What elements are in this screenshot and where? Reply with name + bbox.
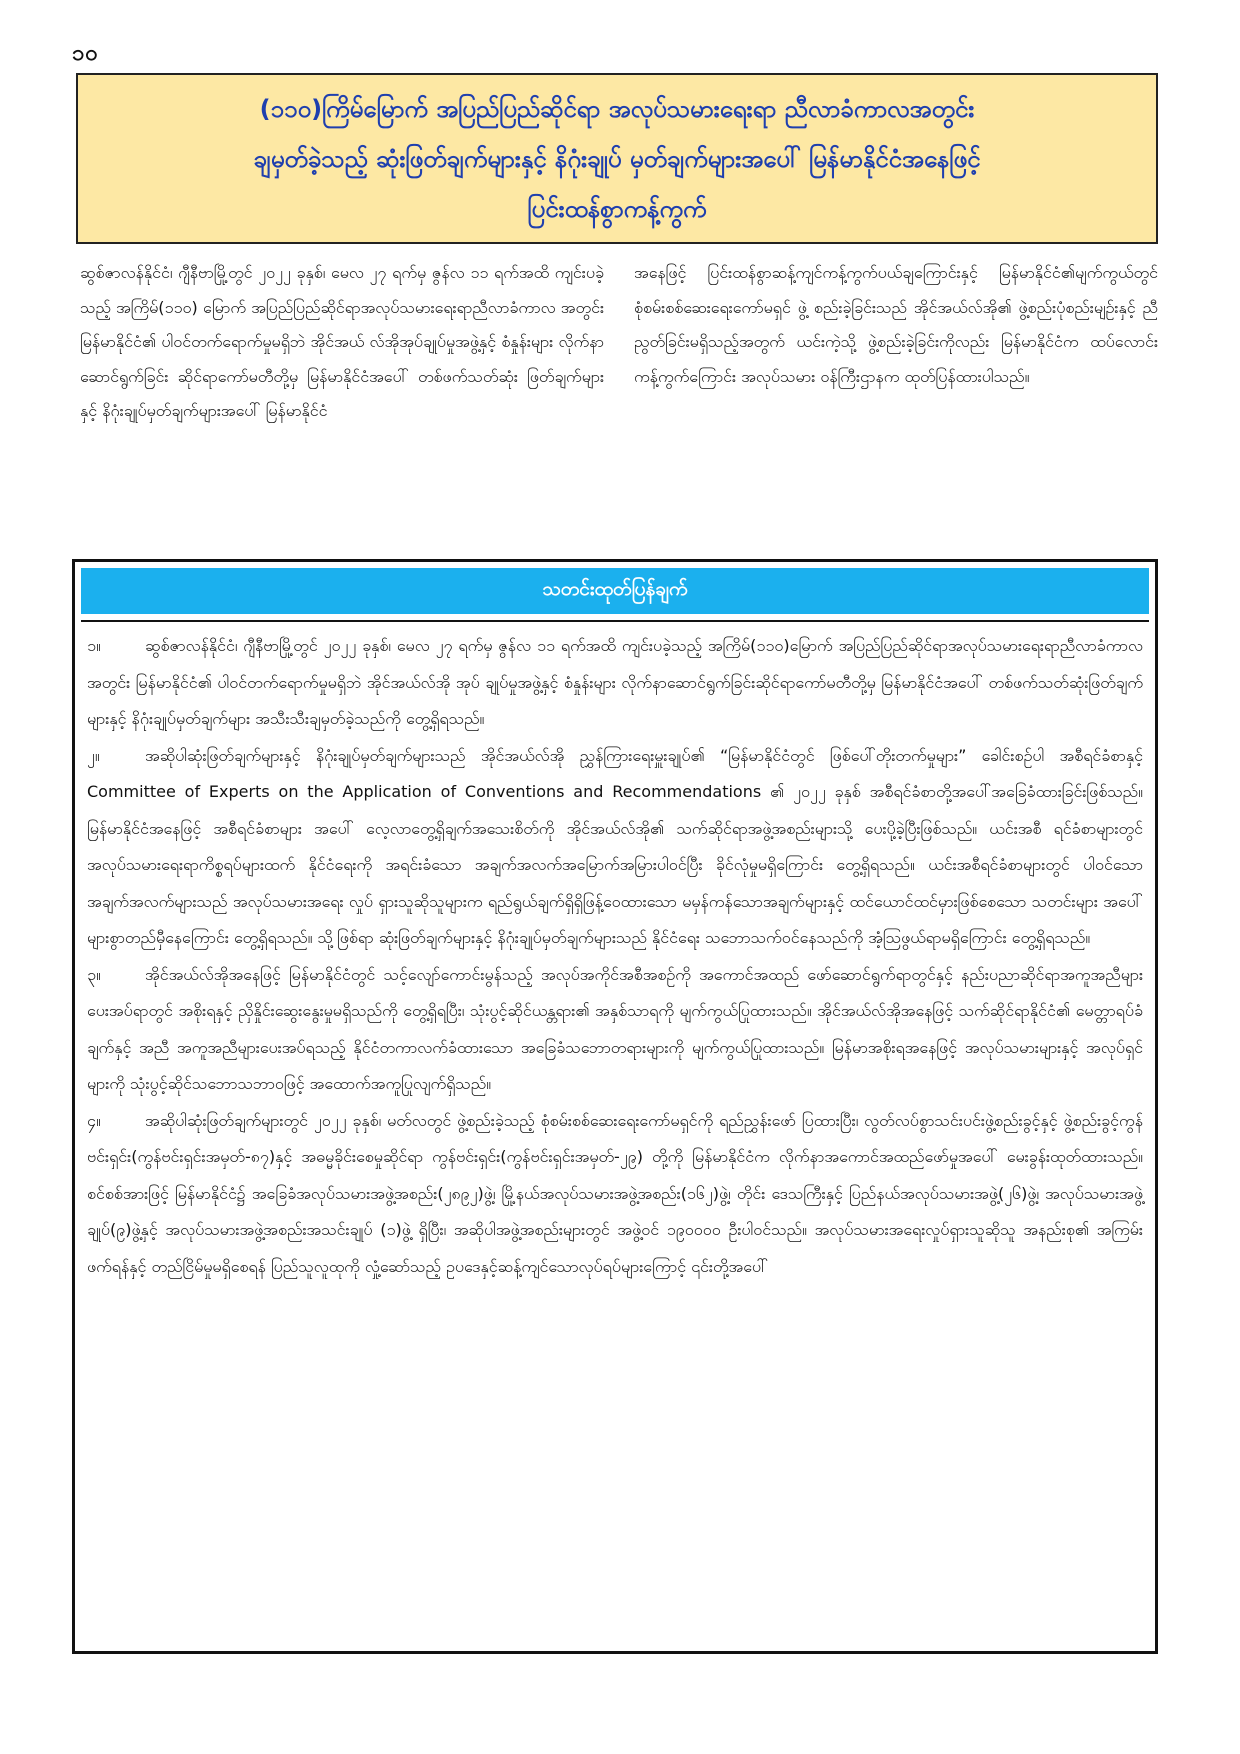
press-release-paragraph-1 [87, 628, 1143, 738]
paragraph-number: ၃။ [87, 964, 101, 984]
press-release-paragraph-4 [87, 1103, 1143, 1286]
paragraph-number: ၄။ [87, 1110, 101, 1130]
intro-right-column: အနေဖြင့် ပြင်းထန်စွာဆန့်ကျင်ကန့်ကွက်ပယ်ချကြောင်းနှင့် မြန်မာနိုင်ငံ၏မျက်ကွယ်တွင် စုံစမ်းစစ်ဆေးရေးကော်မရှင် ဖွဲ့ စည်းခဲ့ခြင်းသည် အိုင်အယ်လ်အို၏ ဖွဲ့စည်းပုံစည်းမျဉ်းနှင့် ညီ ညွတ်ခြင်းမရှိသည့်အတွက် ယင်းကဲ့သို့ ဖွဲ့စည်းခဲ့ခြင်းကိုလည်း မြန်မာနိုင်ငံက ထပ်လောင်းကန့်ကွက်ကြောင်း အလုပ်သမား ဝန်ကြီးဌာနက ထုတ်ပြန်ထားပါသည်။ [634, 263, 1158, 386]
title-line-3: ပြင်းထန်စွာကန့်ကွက် [527, 194, 707, 223]
press-release-paragraph-3 [87, 957, 1143, 1103]
press-release-box [72, 559, 1158, 1654]
title-line-1: (၁၁၀)ကြိမ်မြောက် အပြည်ပြည်ဆိုင်ရာ အလုပ်သမားရေးရာ ညီလာခံကာလအတွင်း [259, 94, 975, 123]
paragraph-number: ၂။ [87, 745, 100, 765]
paragraph-text: အဆိုပါဆုံးဖြတ်ချက်များနှင့် နိဂုံးချုပ်မှတ်ချက်များသည် အိုင်အယ်လ်အို ညွှန်ကြားရေးမှူးချုပ်၏ “မြန်မာနိုင်ငံတွင် ဖြစ်ပေါ်တိုးတက်မှုများ” ခေါင်းစဉ်ပါ အစီရင်ခံစာနှင့် Committee of Experts on the Application of Conventions and Recommendations ၏ ၂၀၂၂ ခုနှစ် အစီရင်ခံစာတို့အပေါ်အခြေခံထားခြင်းဖြစ်သည်။ မြန်မာနိုင်ငံအနေဖြင့် အစီရင်ခံစာများ အပေါ် လေ့လာတွေ့ရှိချက်အသေးစိတ်ကို အိုင်အယ်လ်အို၏ သက်ဆိုင်ရာအဖွဲ့အစည်းများသို့ ပေးပို့ခဲ့ပြီးဖြစ်သည်။ ယင်းအစီ ရင်ခံစာများတွင် အလုပ်သမားရေးရာကိစ္စရပ်များထက် နိုင်ငံရေးကို အရင်းခံသော အချက်အလက်အမြောက်အမြားပါဝင်ပြီး ခိုင်လုံမှုမရှိကြောင်း တွေ့ရှိရသည်။ ယင်းအစီရင်ခံစာများတွင် ပါဝင်သောအချက်အလက်များသည် အလုပ်သမားအရေး လှုပ် ရှားသူဆိုသူများက ရည်ရွယ်ချက်ရှိရှိဖြန့်ဝေထားသော မမှန်ကန်သောအချက်များနှင့် ထင်ယောင်ထင်မှားဖြစ်စေသော သတင်းများ အပေါ် များစွာတည်မှီနေကြောင်း တွေ့ရှိရသည်။ သို့ဖြစ်ရာ ဆုံးဖြတ်ချက်များနှင့် နိဂုံးချုပ်မှတ်ချက်များသည် နိုင်ငံရေး သဘောသက်ဝင်နေသည်ကို အံ့သြဖွယ်ရာမရှိကြောင်း တွေ့ရှိရသည်။ [87, 745, 1143, 947]
press-release-body [81, 620, 1149, 1285]
press-release-header: သတင်းထုတ်ပြန်ချက် [81, 568, 1149, 614]
press-release-paragraph-2 [87, 738, 1143, 957]
title-line-2: ချမှတ်ခဲ့သည့် ဆုံးဖြတ်ချက်များနှင့် နိဂုံးချုပ် မှတ်ချက်များအပေါ် မြန်မာနိုင်ငံအနေဖြင့် [253, 144, 981, 173]
intro-paragraph [80, 256, 1158, 524]
intro-left-column: ဆွစ်ဇာလန်နိုင်ငံ၊ ဂျီနီဗာမြို့တွင် ၂၀၂၂ ခုနှစ်၊ မေလ ၂၇ ရက်မှ ဇွန်လ ၁၁ ရက်အထိ ကျင်းပခဲ့သည့် အကြိမ်(၁၁၀) မြောက် အပြည်ပြည်ဆိုင်ရာအလုပ်သမားရေးရာညီလာခံကာလ အတွင်း မြန်မာနိုင်ငံ၏ ပါဝင်တက်ရောက်မှုမရှိဘဲ အိုင်အယ် လ်အိုအုပ်ချုပ်မှုအဖွဲ့နှင့် စံနှုန်းများ လိုက်နာဆောင်ရွက်ခြင်း ဆိုင်ရာကော်မတီတို့မှ မြန်မာနိုင်ငံအပေါ် တစ်ဖက်သတ်ဆုံး ဖြတ်ချက်များနှင့် နိဂုံးချုပ်မှတ်ချက်များအပေါ် မြန်မာနိုင်ငံ [80, 263, 604, 420]
paragraph-text: အဆိုပါဆုံးဖြတ်ချက်များတွင် ၂၀၂၂ ခုနှစ်၊ မတ်လတွင် ဖွဲ့စည်းခဲ့သည့် စုံစမ်းစစ်ဆေးရေးကော်မရှင်ကို ရည်ညွှန်းဖော် ပြထားပြီး၊ လွတ်လပ်စွာသင်းပင်းဖွဲ့စည်းခွင့်နှင့် ဖွဲ့စည်းခွင့်ကွန်ဗင်းရှင်း(ကွန်ဗင်းရှင်းအမှတ်-၈၇)နှင့် အဓမ္မခိုင်းစေမှုဆိုင်ရာ ကွန်ဗင်းရှင်း(ကွန်ဗင်းရှင်းအမှတ်-၂၉) တို့ကို မြန်မာနိုင်ငံက လိုက်နာအကောင်အထည်ဖော်မှုအပေါ် မေးခွန်းထုတ်ထားသည်။ စင်စစ်အားဖြင့် မြန်မာနိုင်ငံ၌ အခြေခံအလုပ်သမားအဖွဲ့အစည်း(၂၈၉၂)ဖွဲ့၊ မြို့နယ်အလုပ်သမားအဖွဲ့အစည်း(၁၆၂)ဖွဲ့၊ တိုင်း ဒေသကြီးနှင့် ပြည်နယ်အလုပ်သမားအဖွဲ့(၂၆)ဖွဲ့၊ အလုပ်သမားအဖွဲ့ချုပ်(၉)ဖွဲ့နှင့် အလုပ်သမားအဖွဲ့အစည်းအသင်းချုပ် (၁)ဖွဲ့ ရှိပြီး၊ အဆိုပါအဖွဲ့အစည်းများတွင် အဖွဲ့ဝင် ၁၉၀၀၀၀ ဦးပါဝင်သည်။ အလုပ်သမားအရေးလှုပ်ရှားသူဆိုသူ အနည်းစု၏ အကြမ်း ဖက်ရန်နှင့် တည်ငြိမ်မှုမရှိစေရန် ပြည်သူလူထုကို လှုံ့ဆော်သည့် ဥပဒေနှင့်ဆန့်ကျင်သောလုပ်ရပ်များကြောင့် ၎င်းတို့အပေါ် [87, 1110, 1143, 1276]
page-number: ၁၀ [72, 41, 99, 66]
paragraph-text: အိုင်အယ်လ်အိုအနေဖြင့် မြန်မာနိုင်ငံတွင် သင့်လျော်ကောင်းမွန်သည့် အလုပ်အကိုင်အစီအစဉ်ကို အကောင်အထည် ဖော်ဆောင်ရွက်ရာတွင်နှင့် နည်းပညာဆိုင်ရာအကူအညီများပေးအပ်ရာတွင် အစိုးရနှင့် ညှိနှိုင်းဆွေးနွေးမှုမရှိသည်ကို တွေ့ရှိရပြီး၊ သုံးပွင့်ဆိုင်ယန္တရား၏ အနှစ်သာရကို မျက်ကွယ်ပြုထားသည်။ အိုင်အယ်လ်အိုအနေဖြင့် သက်ဆိုင်ရာနိုင်ငံ၏ မေတ္တာရပ်ခံချက်နှင့် အညီ အကူအညီများပေးအပ်ရသည့် နိုင်ငံတကာလက်ခံထားသော အခြေခံသဘောတရားများကို မျက်ကွယ်ပြုထားသည်။ မြန်မာအစိုးရအနေဖြင့် အလုပ်သမားများနှင့် အလုပ်ရှင်များကို သုံးပွင့်ဆိုင်သဘောသဘာဝဖြင့် အထောက်အကူပြုလျက်ရှိသည်။ [87, 964, 1143, 1093]
paragraph-number: ၁။ [87, 636, 101, 655]
paragraph-text: ဆွစ်ဇာလန်နိုင်ငံ၊ ဂျီနီဗာမြို့တွင် ၂၀၂၂ ခုနှစ်၊ မေလ ၂၇ ရက်မှ ဇွန်လ ၁၁ ရက်အထိ ကျင်းပခဲ့သည့် အကြိမ်(၁၁၀)မြောက် အပြည်ပြည်ဆိုင်ရာအလုပ်သမားရေးရာညီလာခံကာလအတွင်း မြန်မာနိုင်ငံ၏ ပါဝင်တက်ရောက်မှုမရှိဘဲ အိုင်အယ်လ်အို အုပ် ချုပ်မှုအဖွဲ့နှင့် စံနှုန်းများ လိုက်နာဆောင်ရွက်ခြင်းဆိုင်ရာကော်မတီတို့မှ မြန်မာနိုင်ငံအပေါ် တစ်ဖက်သတ်ဆုံးဖြတ်ချက်များနှင့် နိဂုံးချုပ်မှတ်ချက်များ အသီးသီးချမှတ်ခဲ့သည်ကို တွေ့ရှိရသည်။ [87, 636, 1143, 728]
title-box [76, 73, 1158, 244]
